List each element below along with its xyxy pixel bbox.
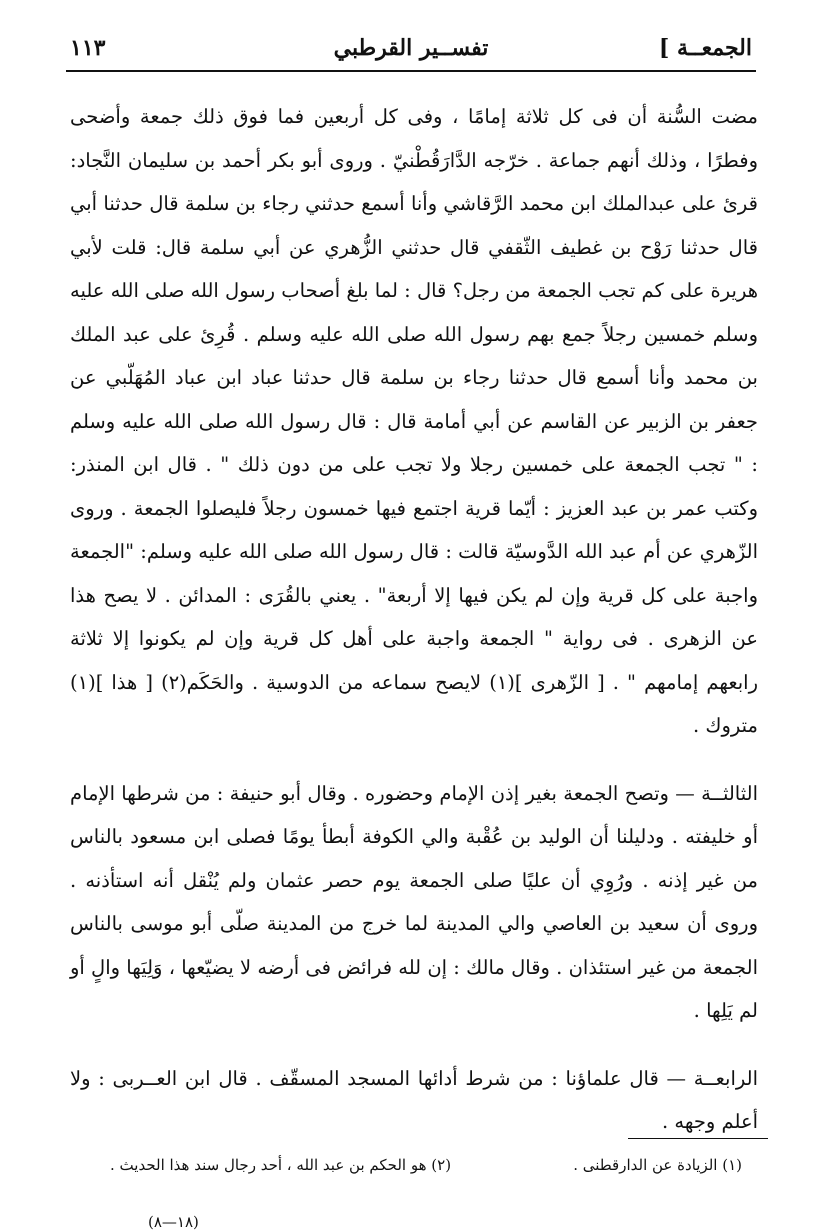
chapter-title: الجمعــة ] xyxy=(658,35,752,61)
page-number: ١١٣ xyxy=(70,35,106,61)
footnotes xyxy=(110,1150,742,1180)
footnote-1: (١) الزيادة عن الدارقطنى . xyxy=(573,1156,742,1174)
book-title: تفســير القرطبي xyxy=(333,35,489,61)
paragraph-fourth-issue: الرابعــة — قال علماؤنا : من شرط أدائها المسجد المسقّف . قال ابن العــربى : ولا أعلم وجهه . xyxy=(70,1066,758,1133)
main-text xyxy=(70,95,758,1144)
footnote-2: (٢) هو الحكم بن عبد الله ، أحد رجال سند هذا الحديث . xyxy=(110,1156,452,1174)
paragraph-gap xyxy=(70,1033,758,1057)
paragraph-gap xyxy=(70,748,758,772)
printer-signature: (١٨—٨) xyxy=(148,1213,199,1231)
paragraph-hadith-count: مضت السُّنة أن فى كل ثلاثة إمامًا ، وفى كل أربعين فما فوق ذلك جمعة وأضحى وفطرًا ، وذلك أنهم جماعة . خرّجه الدَّارَقُطْنيّ . وروى أبو بكر أحمد بن سليمان النَّجاد: قرئ على عبدالملك ابن محمد الرَّقاشي وأنا أسمع حدثني رجاء بن سلمة قال حدثنا أبي قال حدثنا رَوْح بن غطيف الثّقفي قال حدثني الزُّهري عن أبي سلمة قال: قلت لأبي هريرة على كم تجب الجمعة من رجل؟ قال : لما بلغ أصحاب رسول الله صلى الله عليه وسلم خمسين رجلاً جمع بهم رسول الله صلى الله عليه وسلم . قُرِئ على عبد الملك بن محمد وأنا أسمع قال حدثنا رجاء بن سلمة قال حدثنا عباد ابن عباد المُهَلّبي عن جعفر بن الزبير عن القاسم عن أبي أمامة قال : قال رسول الله صلى الله عليه وسلم : " تجب الجمعة على خمسين رجلا ولا تجب على من دون ذلك " . قال ابن المنذر: وكتب عمر بن عبد العزيز : أيّما قرية اجتمع فيها خمسون رجلاً فليصلوا الجمعة . وروى الزّهري عن أم عبد الله الدَّوسيّة قالت : قال رسول الله صلى الله عليه وسلم: "الجمعة واجبة على كل قرية وإن لم يكن فيها إلا أربعة" . يعني بالقُرَى : المدائن . لا يصح هذا عن الزهرى . فى رواية " الجمعة واجبة على أهل كل قرية وإن لم يكونوا إلا ثلاثة رابعهم إمامهم " . [ الزّهرى ](١) لايصح سماعه من الدوسية . والحَكَم(٢) [ هذا ](١) متروك . xyxy=(70,105,758,737)
footnote-rule xyxy=(628,1138,768,1139)
page-header xyxy=(66,30,756,72)
paragraph-third-issue: الثالثــة — وتصح الجمعة بغير إذن الإمام وحضوره . وقال أبو حنيفة : من شرطها الإمام أو خليفته . ودليلنا أن الوليد بن عُقْبة والي الكوفة أبطأ يومًا فصلى ابن مسعود بالناس من غير إذنه . ورُوِي أن عليًا صلى الجمعة يوم حصر عثمان ولم يُنْقل أنه استأذنه . وروى أن سعيد بن العاصي والي المدينة لما خرج من المدينة صلّى أبو موسى بالناس الجمعة من غير استئذان . وقال مالك : إن لله فرائض فى أرضه لا يضيّعها ، وَلِيَها والٍ أو لم يَلِها . xyxy=(70,781,758,1022)
